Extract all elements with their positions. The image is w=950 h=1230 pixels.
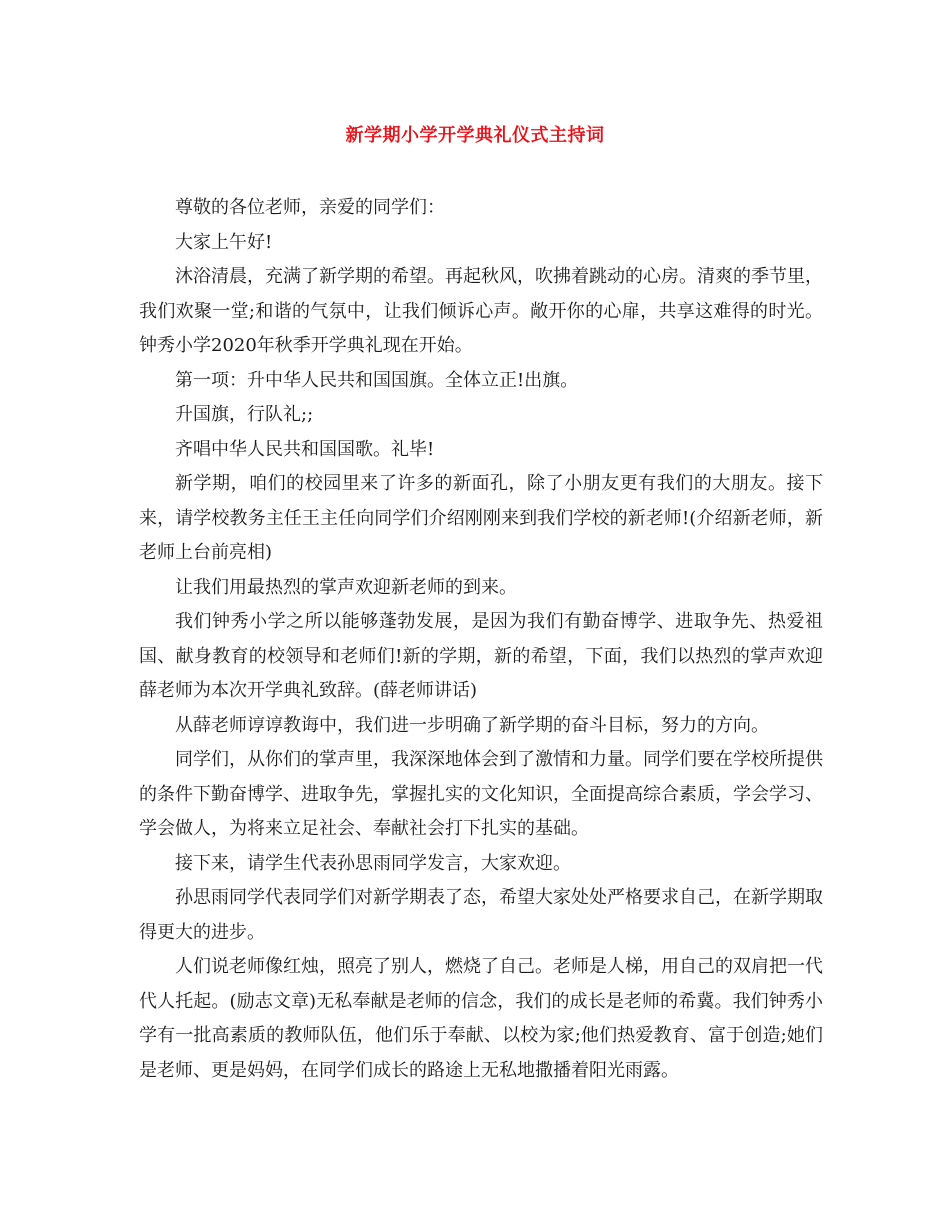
paragraph: 新学期，咱们的校园里来了许多的新面孔，除了小朋友更有我们的大朋友。接下来，请学校教务主任王主任向同学们介绍刚刚来到我们学校的新老师!(介绍新老师，新老师上台前亮相) (139, 473, 823, 563)
paragraph: 我们钟秀小学之所以能够蓬勃发展，是因为我们有勤奋博学、进取争先、热爱祖国、献身教育的校领导和老师们!新的学期，新的希望，下面，我们以热烈的掌声欢迎薛老师为本次开学典礼致辞。(薛老师讲话) (139, 611, 823, 701)
paragraph: 接下来，请学生代表孙思雨同学发言，大家欢迎。 (175, 852, 571, 874)
paragraph: 齐唱中华人民共和国国歌。礼毕! (175, 438, 435, 460)
paragraph: 孙思雨同学代表同学们对新学期表了态，希望大家处处严格要求自己，在新学期取得更大的进步。 (139, 887, 823, 943)
paragraph: 从薛老师谆谆教诲中，我们进一步明确了新学期的奋斗目标，努力的方向。 (175, 714, 769, 736)
paragraph: 让我们用最热烈的掌声欢迎新老师的到来。 (175, 576, 517, 598)
paragraph: 沐浴清晨，充满了新学期的希望。再起秋风，吹拂着跳动的心房。清爽的季节里，我们欢聚一堂;和谐的气氛中，让我们倾诉心声。敞开你的心扉，共享这难得的时光。钟秀小学2020年秋季开学典礼现在开始。 (139, 266, 823, 356)
paragraph: 第一项：升中华人民共和国国旗。全体立正!出旗。 (175, 369, 579, 391)
paragraph: 尊敬的各位老师，亲爱的同学们： (175, 197, 445, 218)
paragraph: 人们说老师像红烛，照亮了别人，燃烧了自己。老师是人梯，用自己的双肩把一代代人托起。(励志文章)无私奉献是老师的信念，我们的成长是老师的希冀。我们钟秀小学有一批高素质的教师队伍，他们乐于奉献、以校为家;他们热爱教育、富于创造;她们是老师、更是妈妈，在同学们成长的路途上无私地撒播着阳光雨露。 (139, 956, 823, 1081)
document-title: 新学期小学开学典礼仪式主持词 (345, 125, 605, 146)
paragraph: 大家上午好! (175, 231, 273, 253)
document-body (139, 191, 823, 1088)
paragraph: 升国旗，行队礼;; (175, 404, 314, 425)
paragraph: 同学们，从你们的掌声里，我深深地体会到了激情和力量。同学们要在学校所提供的条件下勤奋博学、进取争先，掌握扎实的文化知识，全面提高综合素质，学会学习、学会做人，为将来立足社会、奉献社会打下扎实的基础。 (139, 749, 823, 839)
